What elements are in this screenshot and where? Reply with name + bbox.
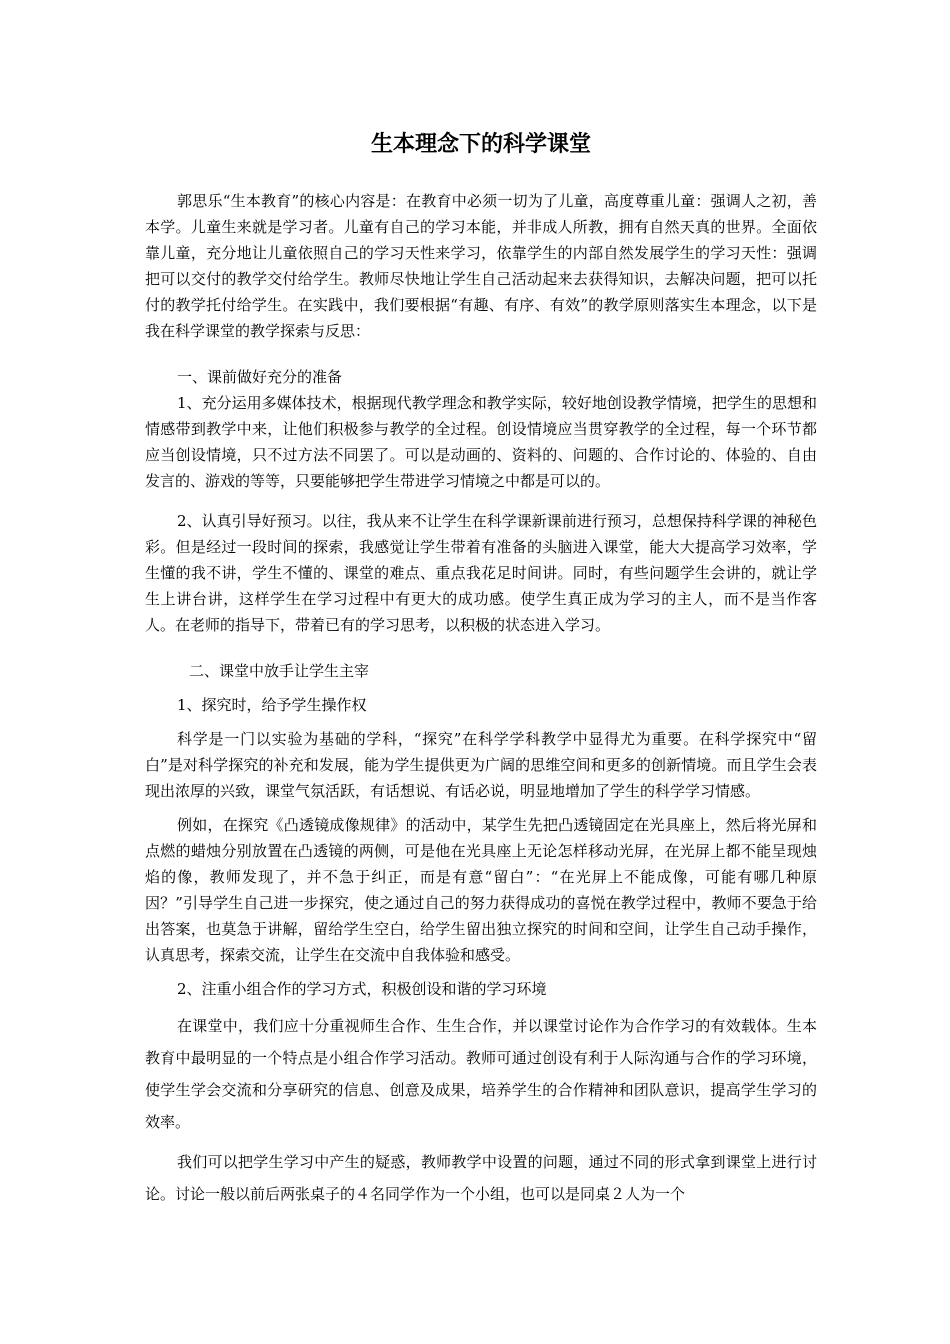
intro-paragraph: 郭思乐“生本教育”的核心内容是：在教育中必须一切为了儿童，高度尊重儿童：强调人之初，善本学。儿童生来就是学习者。儿童有自己的学习本能，并非成人所教，拥有自然天真的世界。全面依靠儿童，充分地让儿童依照自己的学习天性来学习，依靠学生的内部自然发展学生的学习天性：强调把可以交付的教学交付给学生。教师尽快地让学生自己活动起来去获得知识，去解决问题，把可以托付的教学托付给学生。在实践中，我们要根据“有趣、有序、有效”的教学原则落实生本理念，以下是我在科学课堂的教学探索与反思： bbox=[145, 192, 817, 340]
section-2-subheading-1: 1、探究时，给予学生操作权 bbox=[177, 696, 367, 714]
section-2-paragraph-1: 科学是一门以实验为基础的学科，“探究”在科学学科教学中显得尤为重要。在科学探究中“留白”是对科学探究的补充和发展，能为学生提供更为广阔的思维空间和更多的创新情境。而且学生会表现出浓厚的兴致，课堂气氛活跃，有话想说、有话必说，明显地增加了学生的科学学习情感。 bbox=[145, 730, 817, 800]
section-1-heading: 一、课前做好充分的准备 bbox=[177, 368, 343, 386]
section-2-subheading-2: 2、注重小组合作的学习方式，积极创设和谐的学习环境 bbox=[177, 980, 547, 998]
document-page bbox=[145, 130, 817, 1210]
section-2-paragraph-4: 我们可以把学生学习中产生的疑惑，教师教学中设置的问题，通过不同的形式拿到课堂上进行讨论。讨论一般以前后两张桌子的４名同学作为一个小组，也可以是同桌２人为一个 bbox=[145, 1153, 817, 1203]
section-2-paragraph-2: 例如，在探究《凸透镜成像规律》的活动中，某学生先把凸透镜固定在光具座上，然后将光屏和点燃的蜡烛分别放置在凸透镜的两侧，可是他在光具座上无论怎样移动光屏，在光屏上都不能呈现烛焰的像，教师发现了，并不急于纠正，而是有意“留白”：“在光屏上不能成像，可能有哪几种原因？”引导学生自己进一步探究，使之通过自己的努力获得成功的喜悦在教学过程中，教师不要急于给出答案，也莫急于讲解，留给学生空白，给学生留出独立探究的时间和空间，让学生自己动手操作，认真思考，探索交流，让学生在交流中自我体验和感受。 bbox=[145, 816, 817, 964]
section-2-heading: 二、课堂中放手让学生主宰 bbox=[189, 662, 370, 680]
section-1-paragraph-1: 1、充分运用多媒体技术，根据现代教学理念和教学实际，较好地创设教学情境，把学生的思想和情感带到教学中来，让他们积极参与教学的全过程。创设情境应当贯穿教学的全过程，每一个环节都应当创设情境，只不过方法不同罢了。可以是动画的、资料的、问题的、合作讨论的、体验的、自由发言的、游戏的等等，只要能够把学生带进学习情境之中都是可以的。 bbox=[145, 394, 817, 490]
document-title: 生本理念下的科学课堂 bbox=[370, 132, 591, 157]
section-2-paragraph-3: 在课堂中，我们应十分重视师生合作、生生合作，并以课堂讨论作为合作学习的有效载体。生本教育中最明显的一个特点是小组合作学习活动。教师可通过创设有利于人际沟通与合作的学习环境，使学生学会交流和分享研究的信息、创意及成果，培养学生的合作精神和团队意识，提高学生学习的效率。 bbox=[145, 1017, 817, 1131]
section-1-paragraph-2: 2、认真引导好预习。以往，我从来不让学生在科学课新课前进行预习，总想保持科学课的神秘色彩。但是经过一段时间的探索，我感觉让学生带着有准备的头脑进入课堂，能大大提高学习效率，学生懂的我不讲，学生不懂的、课堂的难点、重点我花足时间讲。同时，有些问题学生会讲的，就让学生上讲台讲，这样学生在学习过程中有更大的成功感。使学生真正成为学习的主人，而不是当作客人。在老师的指导下，带着已有的学习思考，以积极的状态进入学习。 bbox=[145, 512, 817, 634]
